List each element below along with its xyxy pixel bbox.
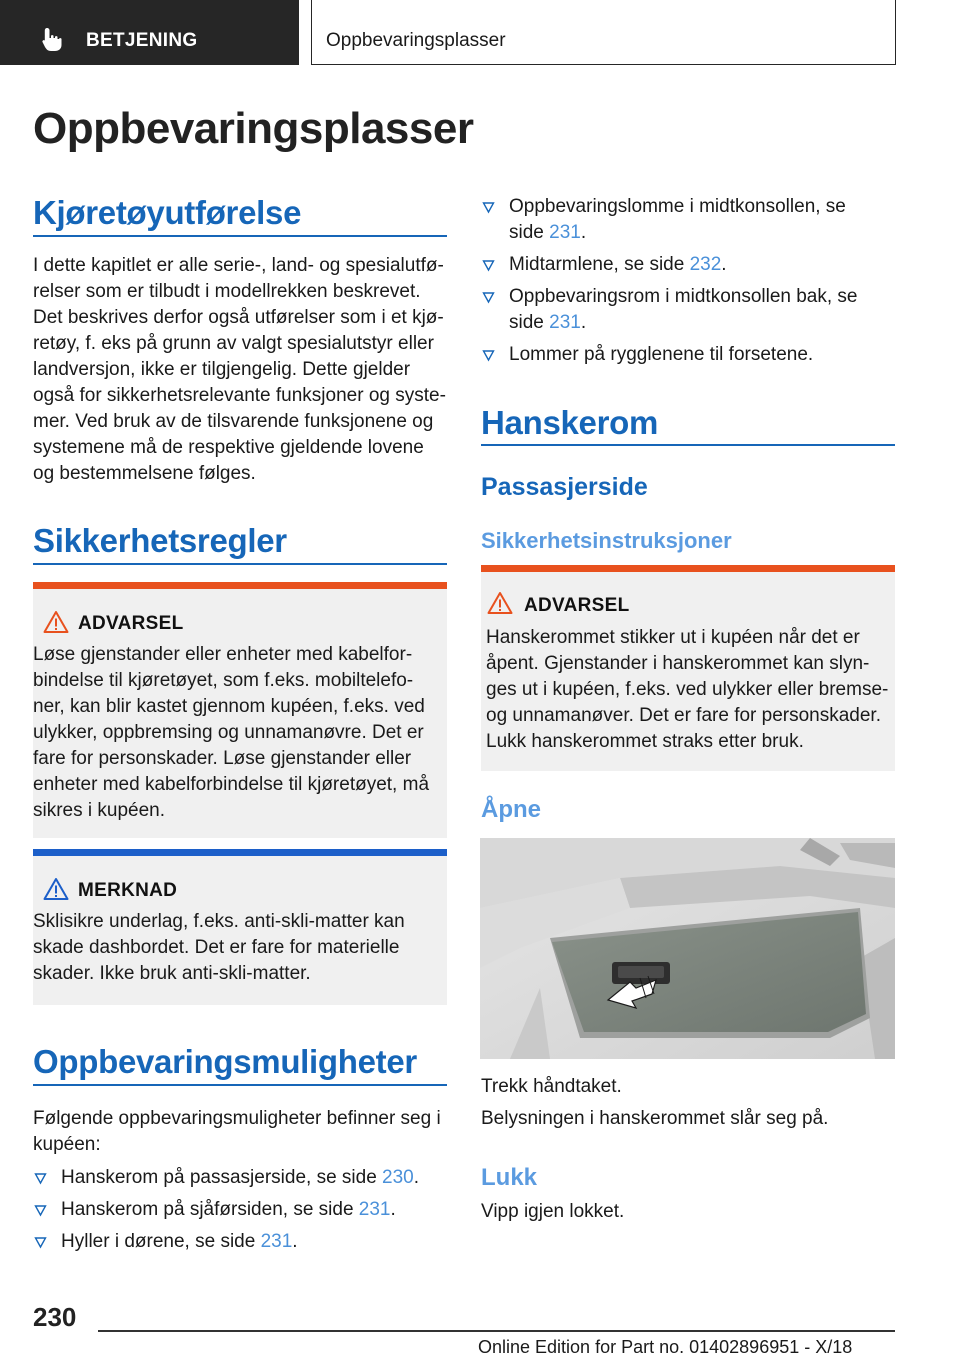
open-instructions bbox=[481, 1071, 828, 1135]
text-line: Løse gjenstander eller enheter med kabelfor‐ bbox=[33, 644, 413, 665]
text-line: landversjon, ikke er tilgjengelig. Dette gjelder bbox=[33, 359, 411, 380]
bullet-triangle-icon bbox=[482, 349, 495, 362]
page-link[interactable]: 231 bbox=[358, 1199, 391, 1220]
list-item-text: side bbox=[509, 222, 550, 243]
page-link[interactable]: 232 bbox=[689, 254, 722, 275]
heading-glovebox: Hanskerom bbox=[481, 404, 659, 441]
vehicle-version-paragraph bbox=[33, 253, 446, 487]
text-line: Hanskerommet stikker ut i kupéen når det er bbox=[486, 627, 860, 648]
note-box bbox=[33, 849, 447, 1005]
list-item bbox=[61, 1197, 396, 1223]
list-item-end: . bbox=[413, 1167, 420, 1188]
list-item bbox=[509, 194, 846, 246]
note-bar bbox=[33, 849, 447, 856]
text-line: I dette kapitlet er alle serie-, land- og spesialutfø‐ bbox=[33, 255, 444, 276]
list-item bbox=[509, 342, 813, 368]
glovebox-illustration bbox=[480, 838, 895, 1059]
storage-intro bbox=[33, 1106, 441, 1158]
list-item-text: Oppbevaringsrom i midtkonsollen bak, se bbox=[509, 286, 858, 307]
warning-text bbox=[486, 625, 888, 755]
text-line: ner, kan blir kastet gjennom kupéen, f.eks. ved bbox=[33, 696, 425, 717]
list-item bbox=[509, 252, 727, 278]
text-line: sikres i kupéen. bbox=[33, 800, 166, 821]
text-line: systemene må de respektive gjeldende lovene bbox=[33, 437, 424, 458]
list-item-text: side bbox=[509, 312, 550, 333]
heading-storage-options: Oppbevaringsmuligheter bbox=[33, 1043, 417, 1080]
warning-text bbox=[33, 642, 429, 824]
warning-box bbox=[481, 565, 895, 771]
text-line: ges ut i kupéen, f.eks. ved ulykker eller bremse‐ bbox=[486, 679, 889, 700]
text-line: fare for personskader. Løse gjenstander eller bbox=[33, 748, 412, 769]
heading-open: Åpne bbox=[481, 796, 541, 823]
hand-icon bbox=[40, 26, 64, 52]
heading-safety-rules: Sikkerhetsregler bbox=[33, 522, 287, 559]
list-item-end: . bbox=[721, 254, 727, 275]
text-line: ulykker, oppbremsing og unnamanøvre. Det er bbox=[33, 722, 424, 743]
warning-box bbox=[33, 582, 447, 838]
text-line: Det beskrives derfor også utførelser som i et kjø‐ bbox=[33, 307, 444, 328]
glovebox-photo bbox=[480, 838, 895, 1059]
text-line: Lukk hanskerommet straks etter bruk. bbox=[486, 731, 804, 752]
page-link[interactable]: 231 bbox=[549, 312, 581, 333]
list-item-text: Hanskerom på passasjerside, se side bbox=[61, 1167, 383, 1188]
warning-triangle-icon bbox=[43, 610, 69, 634]
text-line: Følgende oppbevaringsmuligheter befinner seg i bbox=[33, 1108, 441, 1129]
list-item-end: . bbox=[580, 222, 587, 243]
page-link[interactable]: 231 bbox=[549, 222, 581, 243]
text-line: og unnamanøver. Det er fare for personskader. bbox=[486, 705, 881, 726]
page-link[interactable]: 230 bbox=[382, 1167, 414, 1188]
bullet-triangle-icon bbox=[34, 1172, 47, 1185]
text-line: Sklisikre underlag, f.eks. anti-skli-matter kan bbox=[33, 911, 405, 932]
note-text bbox=[33, 909, 405, 987]
text-line: skade dashbordet. Det er fare for materielle bbox=[33, 937, 400, 958]
text-line: enheter med kabelforbindelse til kjøretøyet, må bbox=[33, 774, 430, 795]
text-line: retøy, f. eks på grunn av valgt spesialutstyr eller bbox=[33, 333, 434, 354]
text-line: Belysningen i hanskerommet slår seg på. bbox=[481, 1108, 829, 1129]
bullet-triangle-icon bbox=[482, 259, 495, 272]
list-item-end: . bbox=[292, 1231, 298, 1252]
list-item-text: Oppbevaringslomme i midtkonsollen, se bbox=[509, 196, 846, 217]
header-topic-label: Oppbevaringsplasser bbox=[326, 30, 506, 51]
list-item-end: . bbox=[580, 312, 587, 333]
text-line: bindelse til kjøretøyet, som f.eks. mobiltelefo‐ bbox=[33, 670, 414, 691]
text-line: skader. Ikke bruk anti-skli-matter. bbox=[33, 963, 311, 984]
warning-title: ADVARSEL bbox=[78, 613, 184, 634]
warning-bar bbox=[33, 582, 447, 589]
warning-title: ADVARSEL bbox=[524, 595, 630, 616]
text-line: Trekk håndtaket. bbox=[481, 1076, 622, 1097]
text-line: mer. Ved bruk av de tilsvarende funksjonene og bbox=[33, 411, 434, 432]
list-item bbox=[509, 284, 858, 336]
page-link[interactable]: 231 bbox=[260, 1231, 293, 1252]
list-item-text: Midtarmlene, se side bbox=[509, 254, 690, 275]
text-line: kupéen: bbox=[33, 1134, 101, 1155]
bullet-triangle-icon bbox=[482, 201, 495, 214]
close-instructions: Vipp igjen lokket. bbox=[481, 1201, 625, 1222]
bullet-triangle-icon bbox=[482, 291, 495, 304]
heading-rule bbox=[481, 444, 895, 446]
list-item bbox=[61, 1229, 298, 1255]
text-line: også for sikkerhetsrelevante funksjoner og syste‐ bbox=[33, 385, 446, 406]
footer-rule bbox=[98, 1330, 895, 1332]
heading-rule bbox=[33, 1084, 447, 1086]
heading-passenger-side: Passasjerside bbox=[481, 473, 648, 501]
heading-safety-instructions: Sikkerhetsinstruksjoner bbox=[481, 528, 732, 553]
heading-rule bbox=[33, 235, 447, 237]
list-item-end: . bbox=[390, 1199, 396, 1220]
bullet-triangle-icon bbox=[34, 1204, 47, 1217]
note-title: MERKNAD bbox=[78, 880, 178, 901]
list-item-text: Lommer på rygglenene til forsetene. bbox=[509, 344, 814, 365]
heading-vehicle-version: Kjøretøyutførelse bbox=[33, 194, 302, 231]
list-item-text: Hanskerom på sjåførsiden, se side bbox=[61, 1199, 359, 1220]
page-number: 230 bbox=[33, 1302, 77, 1332]
heading-close: Lukk bbox=[481, 1164, 538, 1191]
warning-triangle-icon bbox=[487, 591, 513, 615]
text-line: åpent. Gjenstander i hanskerommet kan slyn‐ bbox=[486, 653, 870, 674]
warning-bar bbox=[481, 565, 895, 572]
text-line: relser som er tilbudt i modellrekken beskrevet. bbox=[33, 281, 421, 302]
header-section-label: BETJENING bbox=[86, 30, 198, 51]
heading-rule bbox=[33, 563, 447, 565]
list-item-text: Hyller i dørene, se side bbox=[61, 1231, 261, 1252]
footer-edition: Online Edition for Part no. 01402896951 - X/18 bbox=[478, 1337, 853, 1357]
bullet-triangle-icon bbox=[34, 1236, 47, 1249]
list-item bbox=[61, 1165, 419, 1191]
page-title: Oppbevaringsplasser bbox=[33, 104, 474, 153]
text-line: og bestemmelsene følges. bbox=[33, 463, 256, 484]
warning-triangle-icon bbox=[43, 877, 69, 901]
